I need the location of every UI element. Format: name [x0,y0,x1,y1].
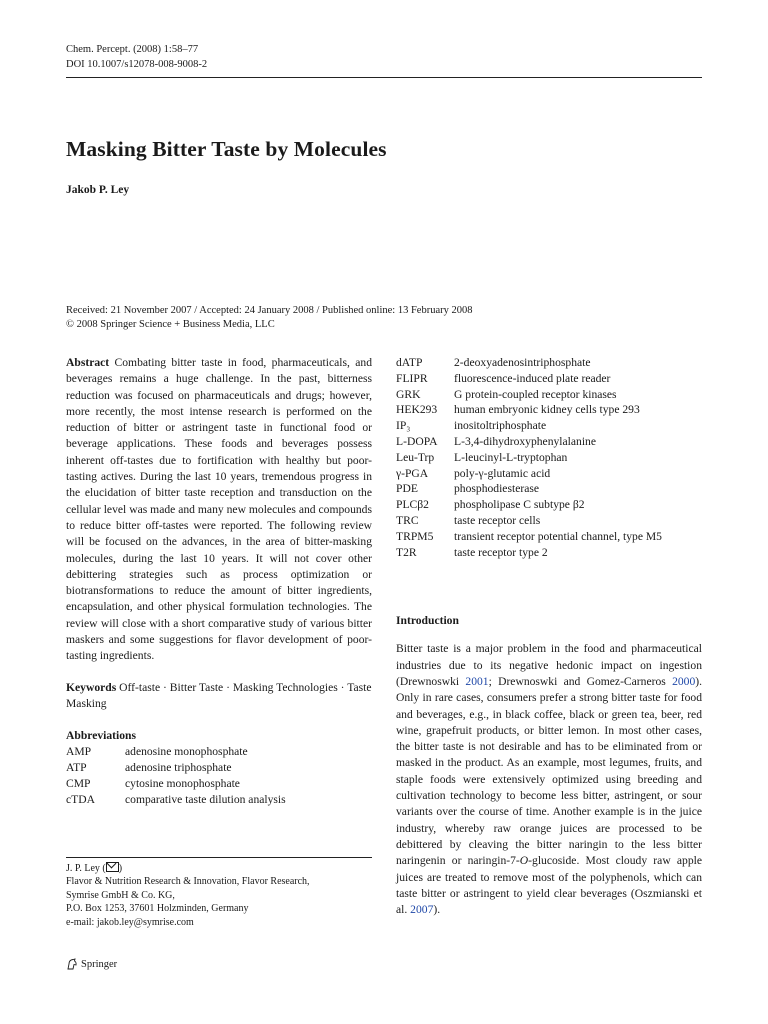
abbreviation-definition: cytosine monophosphate [125,776,240,790]
affiliation-line: Flavor & Nutrition Research & Innovation, Flavor Research, [66,876,310,888]
keywords-label: Keywords [66,680,117,694]
abbreviation-definition: taste receptor type 2 [454,545,548,559]
abbreviation-definition: phosphodiesterase [454,482,540,496]
abstract-label: Abstract [66,356,110,369]
abbreviation-term: TRC [396,513,419,527]
abbreviation-term: AMP [66,745,92,759]
header-rule [66,77,702,78]
left-column [66,355,372,807]
introduction-paragraph: Bitter taste is a major problem in the food and pharmaceutical industries due to its negative hedonic impact on ingestion (Drewnoswki 2001; Drewnoswki and Gomez-Carneros 2000). Only in rare cases, consumers prefer a strong bitter taste for food and beverages, e.g., in black coffee, black or green tea, beer, red wine, grapefruit products, or bitter lemon. In most other cases, the bitter taste is not desirable and has to be eliminated from or masked in the product. As an example, most legumes, fruits, and staple foods were extensively optimized using breeding and cultivation technology to become less bitter, astringent, or sour variants over the course of time. Another example is in the juice industry, whereby raw orange juices are processed to be debittered by cleaving the bitter naringin to the less bitter naringenin or naringin-7-O-glucoside. Most cloudy raw apple juices are treated to remove most of the polyphenols, which can taste bitter or astringent to yield clear beverages (Oszmianski et al. 2007). [396,642,703,917]
journal-header [66,42,207,72]
publisher-name: Springer [81,958,118,970]
dates-line: Received: 21 November 2007 / Accepted: 24 January 2008 / Published online: 13 February 2008 [66,305,473,316]
abbreviation-definition: transient receptor potential channel, type M5 [454,529,662,543]
author-name: Jakob P. Ley [66,184,130,196]
abbreviation-term: T2R [396,545,417,559]
abbreviation-definition: inositoltriphosphate [454,419,547,433]
abbreviation-row [396,497,662,513]
abbreviation-row [396,418,662,434]
abbreviation-definition: L-leucinyl-L-tryptophan [454,450,568,464]
author-email[interactable]: e-mail: jakob.ley@symrise.com [66,916,194,928]
abbreviation-row [66,760,286,776]
abbreviation-definition: G protein-coupled receptor kinases [454,387,617,401]
envelope-icon [106,862,119,872]
abbreviation-term: L-DOPA [396,434,438,448]
abbreviation-term: FLIPR [396,371,428,385]
article-title: Masking Bitter Taste by Molecules [66,137,387,161]
abbreviation-definition: poly-γ-glutamic acid [454,466,551,480]
abbreviations-table-right [396,355,662,560]
abbreviation-term: γ-PGA [396,466,429,480]
abbreviation-term: GRK [396,387,421,401]
keywords [66,680,372,713]
abbreviation-term: PLCβ2 [396,498,429,512]
doi: DOI 10.1007/s12078-008-9008-2 [66,59,208,70]
abbreviations-table-left [66,744,286,807]
abbreviation-row [66,776,286,792]
copyright-line: © 2008 Springer Science + Business Media, LLC [66,319,275,330]
abbreviation-row [396,371,662,387]
abbreviation-term: HEK293 [396,403,438,417]
abbreviation-row [396,387,662,403]
abbreviation-term: dATP [396,356,423,369]
right-column [396,355,702,918]
introduction-heading: Introduction [396,614,459,628]
abbreviation-term: PDE [396,482,418,496]
abbreviation-definition: 2-deoxyadenosintriphosphate [454,356,591,369]
abstract [66,355,372,665]
publisher-logo [66,958,117,970]
springer-horse-icon [66,958,78,970]
abbreviation-definition: human embryonic kidney cells type 293 [454,403,640,417]
abbreviation-term: ATP [66,761,87,775]
abbreviation-definition: comparative taste dilution analysis [125,792,286,806]
author-affiliation [66,862,310,929]
citation-link[interactable]: 2007 [410,903,434,917]
abbreviation-definition: L-3,4-dihydroxyphenylalanine [454,434,596,448]
abbreviation-row [396,450,662,466]
abbreviation-definition: adenosine monophosphate [125,745,248,759]
keywords-text: Off-taste · Bitter Taste · Masking Technologies · Taste Masking [66,680,372,710]
abbreviations-heading: Abbreviations [66,729,137,743]
abbreviation-term: cTDA [66,792,95,806]
abbreviation-term: CMP [66,776,91,790]
publication-dates [66,304,473,332]
abbreviation-row [396,513,662,529]
abbreviation-definition: adenosine triphosphate [125,761,232,775]
abbreviation-term: Leu-Trp [396,450,435,464]
citation-link[interactable]: 2001 [465,674,489,688]
abbreviation-row [66,792,286,808]
abbreviation-row [396,434,662,450]
abbreviation-row [66,744,286,760]
corresponding-author: J. P. Ley ( ) [66,863,123,874]
abstract-text: Combating bitter taste in food, pharmaceuticals, and beverages remains a huge challenge. In the past, bitterness reduction was focused on pharmaceuticals and drugs; however, more recently, the most intense research is performed on the reduction of bitter or astringent taste in functional food or beverage applications. These foods and beverages possess inherent off-tastes due to fortification with healthy but poor-tasting actives. During the last 10 years, tremendous progress in the elucidation of bitter taste reception and transduction on the cellular level was made and many new molecules and compounds to reduce bitter off-tastes were reported. The following review will be focused on the advances, in the area of bitter-masking molecules, during the last 10 years. It will not cover other debittering strategies such as process optimization or biotransformations to reduce the amount of bitter ingredients, encapsulation, and other physical formulation technologies. The review will close with a short comparative study of various bitter maskers and some suggestions for flavor development of poor-tasting ingredients. [66,356,372,663]
abbreviation-definition: taste receptor cells [454,513,541,527]
affiliation-company: Symrise GmbH & Co. KG, [66,889,175,901]
abbreviation-row [396,355,662,371]
footnote-rule [66,857,372,858]
abbreviation-row [396,545,662,561]
affiliation-address: P.O. Box 1253, 37601 Holzminden, Germany [66,903,249,915]
abbreviation-term: IP₃ [396,419,411,433]
abbreviation-row [396,481,662,497]
abbreviation-row [396,466,662,482]
citation-link[interactable]: 2000 [672,674,696,688]
abbreviation-definition: fluorescence-induced plate reader [454,371,611,385]
abbreviation-term: TRPM5 [396,529,434,543]
abbreviation-row [396,402,662,418]
abbreviation-definition: phospholipase C subtype β2 [454,498,585,512]
journal-citation: Chem. Percept. (2008) 1:58–77 [66,44,199,55]
abbreviation-row [396,529,662,545]
